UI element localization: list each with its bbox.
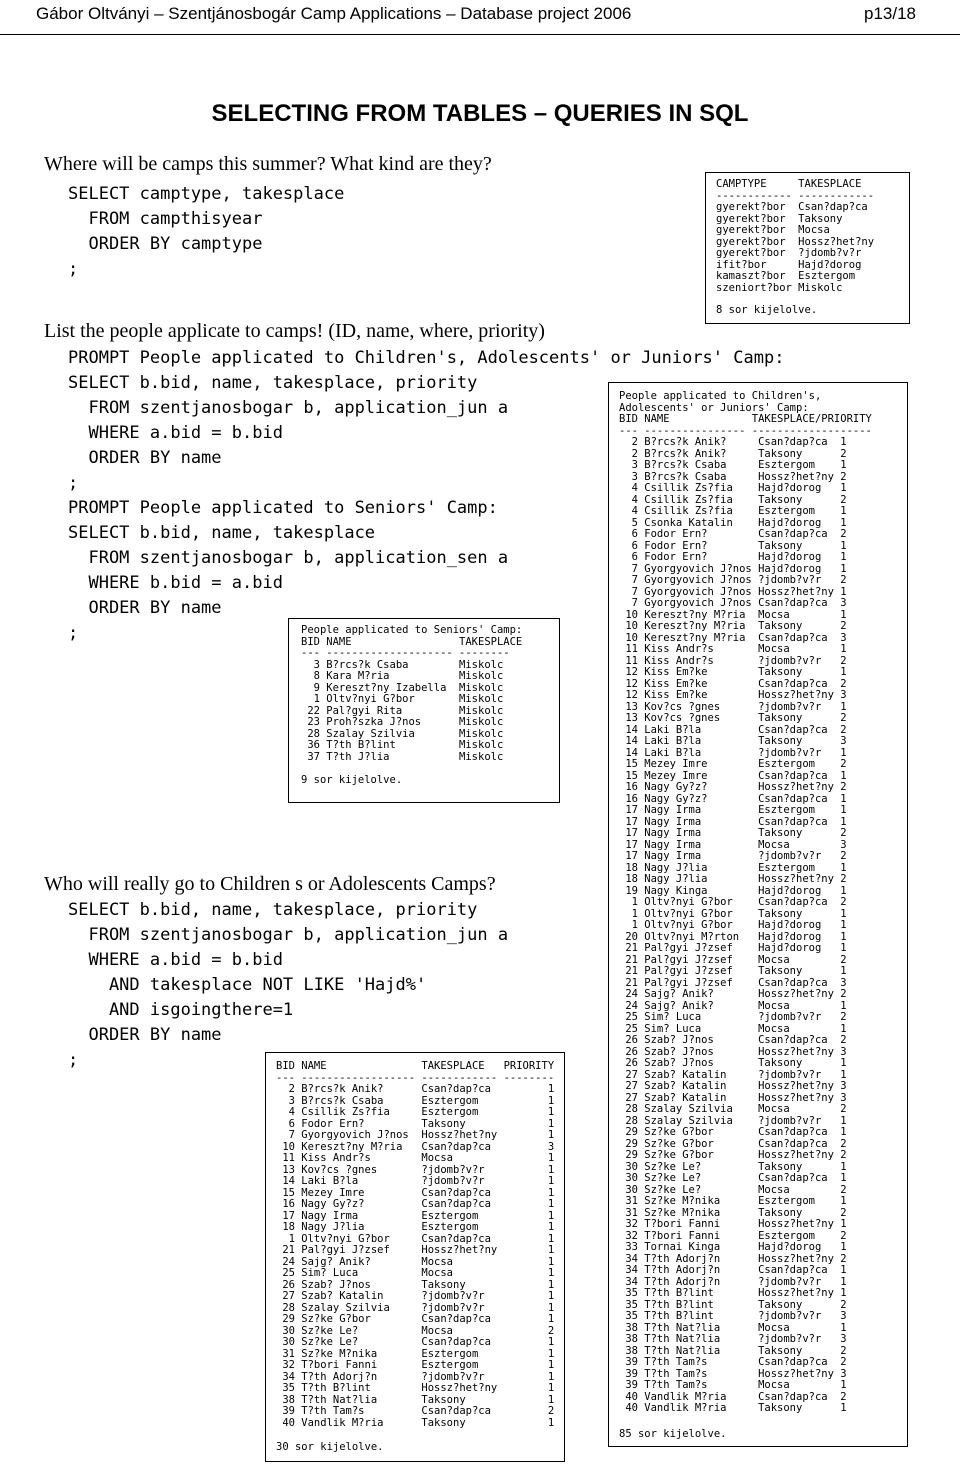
result-footer-attendees: 30 sor kijelolve.	[276, 1441, 384, 1453]
result-table-attendees: BID NAME TAKESPLACE PRIORITY --- ------------------ ------------ -------- 2 B?rcs?k Anik? Csan?dap?ca 1 3 B?rcs?k Csaba Esztergom 1 4 Csillik Zs?fia Esztergom 1 6 Fodor Ern? Taksony 1 7 Gyorgyovich J?nos Hossz?het?ny 1 10 Kereszt?ny M?ria Csan?dap?ca 3 11 Kiss Andr?s Mocsa 1 13 Kov?cs ?gnes ?jdomb?v?r 1 14 Laki B?la ?jdomb?v?r 1 15 Mezey Imre Csan?dap?ca 1 16 Nagy Gy?z? Csan?dap?ca 1 17 Nagy Irma Esztergom 1 18 Nagy J?lia Esztergom 1 1 Oltv?nyi G?bor Csan?dap?ca 1 21 Pal?gyi J?zsef Hossz?het?ny 1 24 Sajg? Anik? Mocsa 1 25 Sim? Luca Mocsa 1 26 Szab? J?nos Taksony 1 27 Szab? Katalin ?jdomb?v?r 1 28 Szalay Szilvia ?jdomb?v?r 1 29 Sz?ke G?bor Csan?dap?ca 1 30 Sz?ke Le? Mocsa 2 30 Sz?ke Le? Csan?dap?ca 1 31 Sz?ke M?nika Esztergom 1 32 T?bori Fanni Esztergom 1 34 T?th Adorj?n ?jdomb?v?r 1 35 T?th B?lint Hossz?het?ny 1 38 T?th Nat?lia Taksony 1 39 T?th Tam?s Csan?dap?ca 2 40 Vandlik M?ria Taksony 1	[276, 1060, 555, 1429]
sql-query-camps: SELECT camptype, takesplace FROM campthisyear ORDER BY camptype ;	[68, 184, 345, 279]
sql-query-applicants: PROMPT People applicated to Children's, Adolescents' or Juniors' Camp: SELECT b.bid, name, takesplace, priority FROM szentjanosbogar b, application_jun a WHERE a.bid = b.bid ORDER BY name ; PROMPT People applicated to Seniors' Camp: SELECT b.bid, name, takesplace FROM szentjanosbogar b, application_sen a WHERE b.bid = a.bid ORDER BY name ;	[68, 348, 785, 643]
result-table-seniors: People applicated to Seniors' Camp: BID NAME TAKESPLACE --- -------------------- -------- 3 B?rcs?k Csaba Miskolc 8 Kara M?ria Miskolc 9 Kereszt?ny Izabella Miskolc 1 Oltv?nyi G?bor Miskolc 22 Pal?gyi Rita Miskolc 23 Proh?szka J?nos Miskolc 28 Szalay Szilvia Miskolc 36 T?th B?lint Miskolc 37 T?th J?lia Miskolc	[301, 624, 523, 763]
sql-query-attendees: SELECT b.bid, name, takesplace, priority FROM szentjanosbogar b, application_jun a WHERE a.bid = b.bid AND takesplace NOT LIKE 'Hajd%' AND isgoingthere=1 ORDER BY name ;	[68, 900, 509, 1070]
result-box-camps	[705, 172, 910, 324]
question-camps: Where will be camps this summer? What kind are they?	[44, 153, 492, 175]
result-table-juniors: People applicated to Children's, Adolescents' or Juniors' Camp: BID NAME TAKESPLACE/PRIORITY --- ---------------- ------------------- 2 B?rcs?k Anik? Csan?dap?ca 1 2 B?rcs?k Anik? Taksony 2 3 B?rcs?k Csaba Esztergom 1 3 B?rcs?k Csaba Hossz?het?ny 2 4 Csillik Zs?fia Hajd?dorog 1 4 Csillik Zs?fia Taksony 2 4 Csillik Zs?fia Esztergom 1 5 Csonka Katalin Hajd?dorog 1 6 Fodor Ern? Csan?dap?ca 2 6 Fodor Ern? Taksony 1 6 Fodor Ern? Hajd?dorog 1 7 Gyorgyovich J?nos Hajd?dorog 1 7 Gyorgyovich J?nos ?jdomb?v?r 2 7 Gyorgyovich J?nos Hossz?het?ny 1 7 Gyorgyovich J?nos Csan?dap?ca 3 10 Kereszt?ny M?ria Mocsa 1 10 Kereszt?ny M?ria Taksony 2 10 Kereszt?ny M?ria Csan?dap?ca 3 11 Kiss Andr?s Mocsa 1 11 Kiss Andr?s ?jdomb?v?r 2 12 Kiss Em?ke Taksony 1 12 Kiss Em?ke Csan?dap?ca 2 12 Kiss Em?ke Hossz?het?ny 3 13 Kov?cs ?gnes ?jdomb?v?r 1 13 Kov?cs ?gnes Taksony 2 14 Laki B?la Csan?dap?ca 2 14 Laki B?la Taksony 3 14 Laki B?la ?jdomb?v?r 1 15 Mezey Imre Esztergom 2 15 Mezey Imre Csan?dap?ca 1 16 Nagy Gy?z? Hossz?het?ny 2 16 Nagy Gy?z? Csan?dap?ca 1 17 Nagy Irma Esztergom 1 17 Nagy Irma Csan?dap?ca 1 17 Nagy Irma Taksony 2 17 Nagy Irma Mocsa 3 17 Nagy Irma ?jdomb?v?r 2 18 Nagy J?lia Esztergom 1 18 Nagy J?lia Hossz?het?ny 2 19 Nagy Kinga Hajd?dorog 1 1 Oltv?nyi G?bor Csan?dap?ca 2 1 Oltv?nyi G?bor Taksony 1 1 Oltv?nyi G?bor Hajd?dorog 1 20 Oltv?nyi M?rton Hajd?dorog 1 21 Pal?gyi J?zsef Hajd?dorog 1 21 Pal?gyi J?zsef Mocsa 2 21 Pal?gyi J?zsef Taksony 1 21 Pal?gyi J?zsef Csan?dap?ca 3 24 Sajg? Anik? Hossz?het?ny 2 24 Sajg? Anik? Mocsa 1 25 Sim? Luca ?jdomb?v?r 2 25 Sim? Luca Mocsa 1 26 Szab? J?nos Csan?dap?ca 2 26 Szab? J?nos Hossz?het?ny 3 26 Szab? J?nos Taksony 1 27 Szab? Katalin ?jdomb?v?r 1 27 Szab? Katalin Hossz?het?ny 3 27 Szab? Katalin Hossz?het?ny 3 28 Szalay Szilvia Mocsa 2 28 Szalay Szilvia ?jdomb?v?r 1 29 Sz?ke G?bor Csan?dap?ca 1 29 Sz?ke G?bor Csan?dap?ca 2 29 Sz?ke G?bor Hossz?het?ny 2 30 Sz?ke Le? Taksony 1 30 Sz?ke Le? Csan?dap?ca 1 30 Sz?ke Le? Mocsa 2 31 Sz?ke M?nika Esztergom 1 31 Sz?ke M?nika Taksony 2 32 T?bori Fanni Hossz?het?ny 1 32 T?bori Fanni Esztergom 2 33 Tornai Kinga Hajd?dorog 1 34 T?th Adorj?n Hossz?het?ny 2 34 T?th Adorj?n Csan?dap?ca 1 34 T?th Adorj?n ?jdomb?v?r 1 35 T?th B?lint Hossz?het?ny 1 35 T?th B?lint Taksony 2 35 T?th B?lint ?jdomb?v?r 3 38 T?th Nat?lia Mocsa 1 38 T?th Nat?lia ?jdomb?v?r 3 38 T?th Nat?lia Taksony 2 39 T?th Tam?s Csan?dap?ca 2 39 T?th Tam?s Hossz?het?ny 3 39 T?th Tam?s Mocsa 1 40 Vandlik M?ria Csan?dap?ca 2 40 Vandlik M?ria Taksony 1	[619, 390, 872, 1414]
result-footer-camps: 8 sor kijelolve.	[716, 304, 818, 316]
header-title: Gábor Oltványi – Szentjánosbogár Camp Applications – Database project 2006	[36, 4, 632, 23]
question-applicants: List the people applicate to camps! (ID, name, where, priority)	[44, 320, 545, 342]
result-table-camps: CAMPTYPE TAKESPLACE ------------ ------------ gyerekt?bor Csan?dap?ca gyerekt?bor Taksony gyerekt?bor Mocsa gyerekt?bor Hossz?het?ny gyerekt?bor ?jdomb?v?r ifit?bor Hajd?dorog kamaszt?bor Esztergom szeniort?bor Miskolc	[716, 178, 875, 294]
result-box-juniors	[608, 382, 908, 1447]
result-box-seniors	[288, 618, 560, 803]
page-number: p13/18	[864, 4, 916, 23]
section-title: SELECTING FROM TABLES – QUERIES IN SQL	[211, 100, 749, 127]
page-header	[0, 0, 960, 35]
question-attendees: Who will really go to Children s or Adolescents Camps?	[44, 873, 496, 895]
result-footer-seniors: 9 sor kijelolve.	[301, 774, 403, 786]
result-box-attendees	[265, 1052, 565, 1462]
result-footer-juniors: 85 sor kijelolve.	[619, 1428, 727, 1440]
